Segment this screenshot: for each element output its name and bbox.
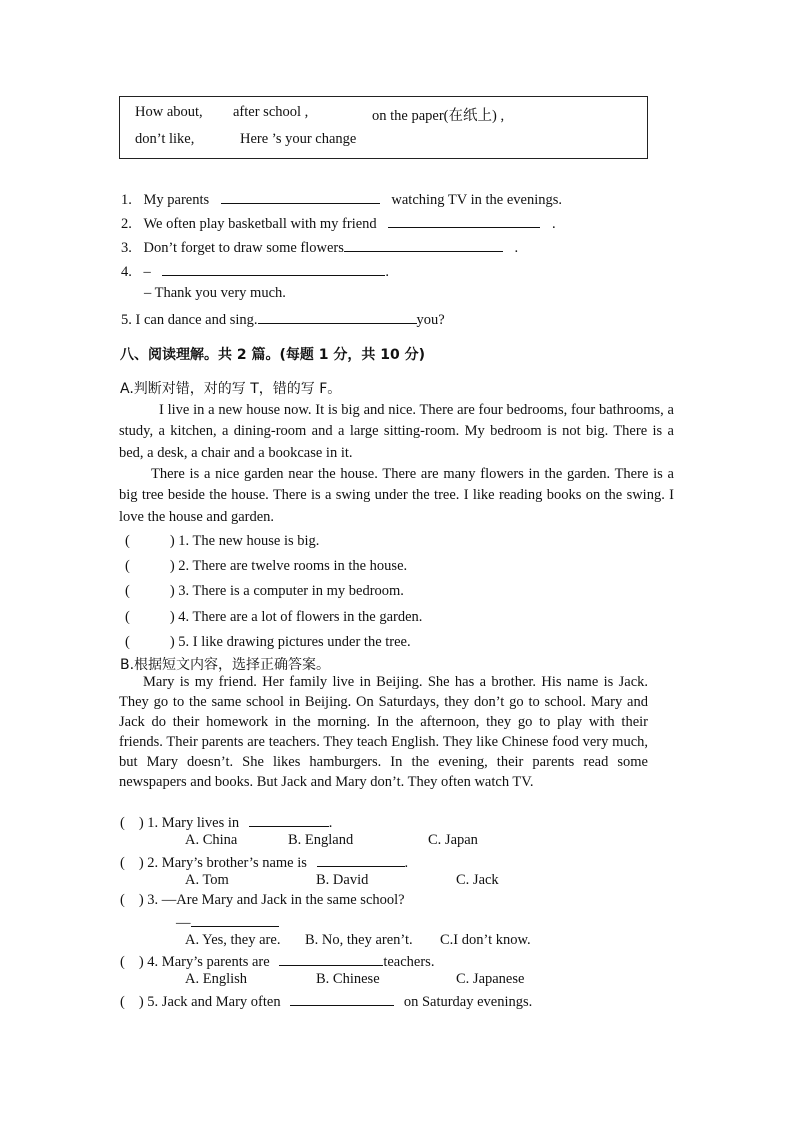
item-text: We often play basketball with my friend	[143, 216, 377, 232]
item-number: 2.	[121, 216, 132, 232]
choice-question	[120, 991, 532, 1011]
item-text: watching TV in the evenings.	[391, 192, 563, 208]
option-c: C.I don’t know.	[440, 932, 531, 948]
answer-line	[176, 912, 279, 932]
true-false-item	[125, 533, 319, 550]
answer-paren[interactable]: (	[120, 855, 125, 871]
true-false-item	[125, 609, 422, 626]
question-end: .	[328, 815, 333, 831]
item-text: My parents	[143, 192, 210, 208]
item-text: .	[514, 240, 519, 256]
answer-blank[interactable]	[290, 991, 394, 1006]
item-number: 4.	[121, 264, 132, 280]
answer-blank[interactable]	[279, 951, 383, 966]
choice-question	[120, 951, 434, 971]
item-number: 3.	[121, 240, 132, 256]
option-c: C. Jack	[456, 872, 499, 888]
section-heading: 八、阅读理解。共 2 篇。(每题 1 分，共 10 分)	[120, 347, 426, 363]
option-b: B. No, they aren’t.	[305, 932, 413, 948]
question-end: .	[404, 855, 409, 871]
answer-paren[interactable]: (	[125, 583, 130, 599]
question-stem: ) 5. Jack and Mary often	[138, 994, 281, 1010]
item-text: you?	[416, 312, 445, 328]
item-text: ) 5. I like drawing pictures under the tree.	[169, 634, 411, 650]
item-number: 1.	[121, 192, 132, 208]
word-option: How about,	[135, 104, 203, 120]
answer-blank[interactable]	[388, 213, 540, 228]
answer-paren[interactable]: (	[120, 892, 125, 908]
choice-question	[120, 892, 405, 909]
option-b: B. England	[288, 832, 354, 848]
dash: —	[176, 915, 191, 931]
answer-paren[interactable]: (	[120, 815, 125, 831]
answer-blank[interactable]	[249, 812, 329, 827]
choice-question	[120, 812, 332, 832]
option-b: B. Chinese	[316, 971, 380, 987]
word-option: after school ,	[233, 104, 309, 120]
question-end: on Saturday evenings.	[403, 994, 533, 1010]
item-text: Don’t forget to draw some flowers	[143, 240, 344, 256]
fill-blank-item	[121, 261, 389, 281]
answer-paren[interactable]: (	[125, 609, 130, 625]
answer-paren[interactable]: (	[125, 533, 130, 549]
fill-blank-item	[121, 189, 562, 209]
option-a: A. China	[185, 832, 238, 848]
option-a: A. Yes, they are.	[185, 932, 281, 948]
answer-paren[interactable]: (	[120, 954, 125, 970]
word-option: don’t like,	[135, 131, 195, 147]
fill-blank-item	[121, 213, 556, 233]
part-b-instruction: B.根据短文内容，选择正确答案。	[120, 657, 331, 673]
passage-a-paragraph-2: There is a nice garden near the house. There are many flowers in the garden. There is a big tree beside the house. There is a swing under the tree. I like reading books on the swing. I love the house and garden.	[119, 466, 674, 525]
question-stem: ) 2. Mary’s brother’s name is	[138, 855, 307, 871]
question-stem: ) 4. Mary’s parents are	[138, 954, 270, 970]
answer-blank[interactable]	[162, 261, 385, 276]
answer-blank[interactable]	[344, 237, 503, 252]
item-text: ) 4. There are a lot of flowers in the garden.	[169, 609, 423, 625]
word-option: Here ’s your change	[240, 131, 357, 147]
item-text: ) 2. There are twelve rooms in the house.	[169, 558, 408, 574]
true-false-item	[125, 558, 407, 575]
passage-b-paragraph: Mary is my friend. Her family live in Beijing. She has a brother. His name is Jack. They go to the same school in Beijing. On Saturdays, they don’t go to school. Mary and Jack do their homework in the morning. In the afternoon, they go to play with their friends. Their parents are teachers. They teach English. They like Chinese food very much, but Mary doesn’t. She likes hamburgers. In the evening, their parents read some newspapers and books. But Jack and Mary don’t. They often watch TV.	[119, 674, 648, 790]
option-a: A. English	[185, 971, 248, 987]
word-option: on the paper(在纸上) ,	[372, 108, 505, 124]
choice-question	[120, 852, 408, 872]
item-text: 5. I can dance and sing.	[121, 312, 258, 328]
option-c: C. Japanese	[456, 971, 525, 987]
item-text: ) 1. The new house is big.	[169, 533, 320, 549]
passage-a-paragraph-1: I live in a new house now. It is big and nice. There are four bedrooms, four bathrooms, a study, a kitchen, a dining-room and a large sitting-room. My bedroom is not big. There is a bed, a desk, a chair and a bookcase in it.	[119, 402, 674, 461]
answer-paren[interactable]: (	[120, 994, 125, 1010]
item-text: .	[551, 216, 556, 232]
answer-blank[interactable]	[221, 189, 380, 204]
option-a: A. Tom	[185, 872, 229, 888]
answer-blank[interactable]	[191, 912, 279, 927]
answer-blank[interactable]	[258, 309, 417, 324]
answer-paren[interactable]: (	[125, 634, 130, 650]
option-c: C. Japan	[428, 832, 478, 848]
answer-blank[interactable]	[317, 852, 405, 867]
dialogue-reply: – Thank you very much.	[144, 285, 286, 301]
true-false-item	[125, 634, 411, 651]
answer-paren[interactable]: (	[125, 558, 130, 574]
fill-blank-item	[121, 237, 518, 257]
question-stem: ) 1. Mary lives in	[138, 815, 240, 831]
question-end: teachers.	[383, 954, 435, 970]
option-b: B. David	[316, 872, 369, 888]
part-a-instruction: A.判断对错，对的写 T，错的写 F。	[120, 381, 342, 397]
item-text: .	[385, 264, 389, 280]
fill-blank-item	[121, 309, 445, 329]
true-false-item	[125, 583, 404, 600]
item-text: –	[143, 264, 151, 280]
item-text: ) 3. There is a computer in my bedroom.	[169, 583, 404, 599]
question-stem: ) 3. —Are Mary and Jack in the same school?	[138, 892, 405, 908]
